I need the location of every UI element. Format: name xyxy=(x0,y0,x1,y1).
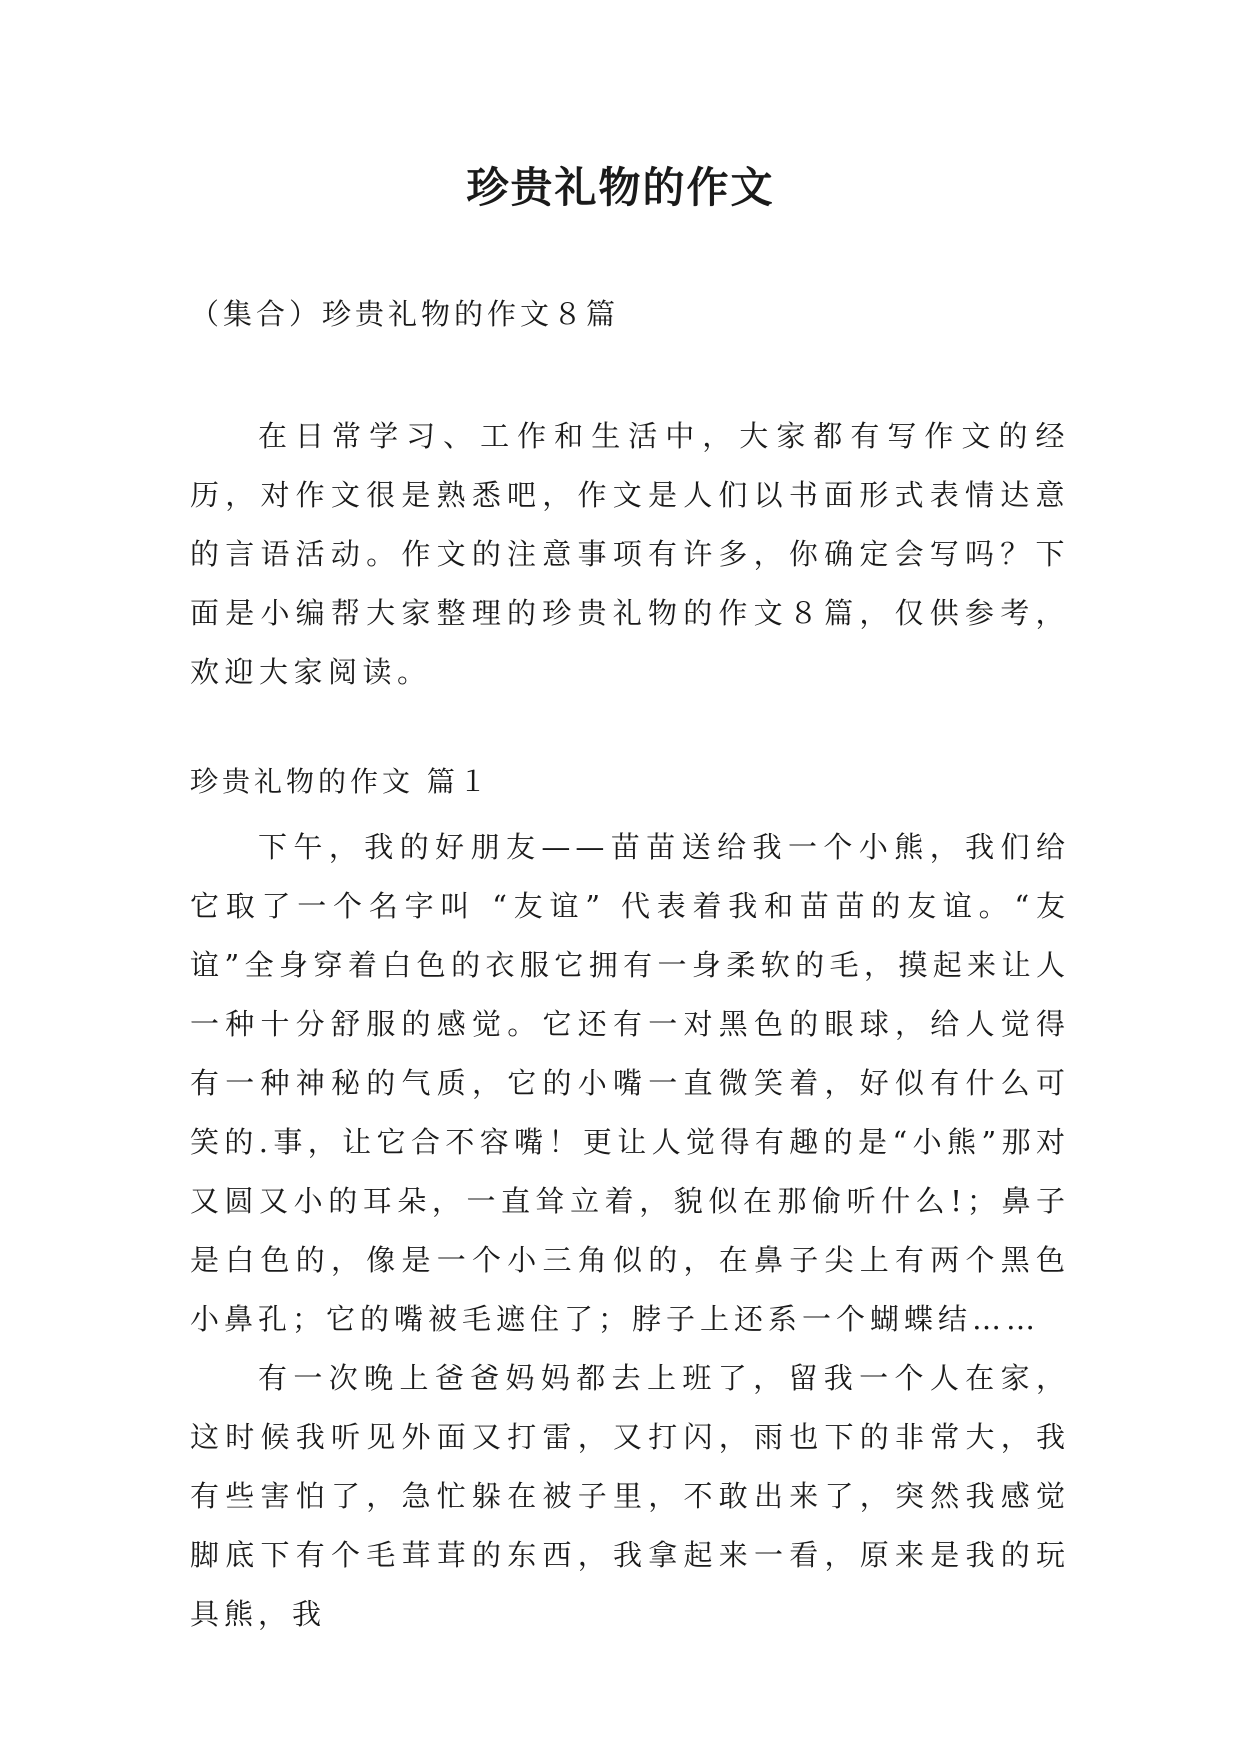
document-subtitle: （集合）珍贵礼物的作文８篇 xyxy=(190,297,620,331)
page-title: 珍贵礼物的作文 xyxy=(466,163,775,212)
essay-paragraph: 下午，我的好朋友——苗苗送给我一个小熊，我们给它取了一个名字叫 “友谊” 代表着我和苗苗的友谊。“友谊”全身穿着白色的衣服它拥有一身柔软的毛，摸起来让人一种十分舒服的感觉。它还有一对黑色的眼球，给人觉得有一种神秘的气质，它的小嘴一直微笑着，好似有什么可笑的.事，让它合不容嘴！更让人觉得有趣的是“小熊”那对又圆又小的耳朵，一直耸立着，貌似在那偷听什么!；鼻子是白色的，像是一个小三角似的，在鼻子尖上有两个黑色小鼻孔；它的嘴被毛遮住了；脖子上还系一个蝴蝶结…… xyxy=(190,830,1070,1336)
section-heading: 珍贵礼物的作文 篇１ xyxy=(190,765,491,798)
essay-body xyxy=(190,818,1070,1644)
essay-paragraph: 有一次晚上爸爸妈妈都去上班了，留我一个人在家，这时候我听见外面又打雷，又打闪，雨也下的非常大，我有些害怕了，急忙躲在被子里，不敢出来了，突然我感觉脚底下有个毛茸茸的东西，我拿起来一看，原来是我的玩具熊，我 xyxy=(190,1361,1070,1631)
intro-paragraph: 在日常学习、工作和生活中，大家都有写作文的经历，对作文很是熟悉吧，作文是人们以书面形式表情达意的言语活动。作文的注意事项有许多，你确定会写吗？下面是小编帮大家整理的珍贵礼物的作文８篇，仅供参考，欢迎大家阅读。 xyxy=(190,419,1070,689)
